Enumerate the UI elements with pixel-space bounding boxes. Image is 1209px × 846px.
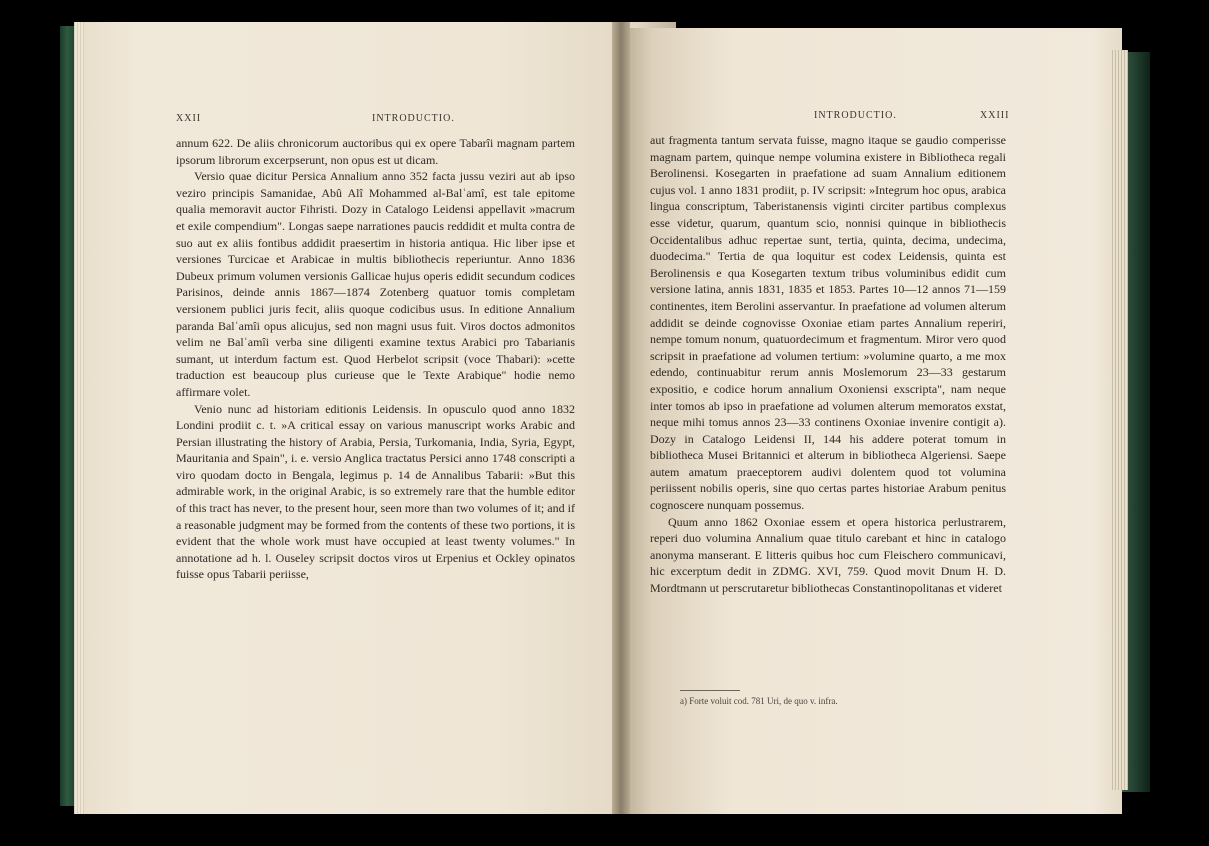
left-page-number: XXII <box>176 113 202 124</box>
left-paragraph-2: Versio quae dicitur Persica Annalium anno 352 facta jussu veziri aut ab ipso veziro principis Samanidae, Abû Alî Mohammed al-Balʿamî, est tale epitome qualia memoravit auctor Fihristi. Dozy in Catalogo Leidensi appellavit »macrum et exile compendium". Longas saepe narrationes paucis reddidit et multa contra de suo aut ex aliis fontibus addidit praesertim in historia antiqua. Hic liber ipse et versiones Turcicae et Arabicae in multis bibliothecis reperiuntur. Anno 1836 Dubeux primum volumen versionis Gallicae hujus operis edidit secundum codices Parisinos, deinde annis 1867—1874 Zotenberg quatuor tomis completam versionem publici juris fecit, aliis quoque codicibus usus. In editione Annalium paranda Balʿamîi opus alicujus, sed non magni usus fuit. Viros doctos admonitos velim ne Balʿamîi verba sine diligenti examine textus Arabici pro Tabarianis sumant, ut interdum factum est. Quod Herbelot scripsit (voce Thabari): »cette traduction est beaucoup plus curieuse que le Texte Arabique" hodie nemo affirmare volet. <box>176 169 575 399</box>
book-gutter <box>612 22 630 814</box>
right-running-head: INTRODUCTIO. <box>814 110 897 121</box>
right-page-number: XXIII <box>980 110 1010 121</box>
right-paragraph-2: Quum anno 1862 Oxoniae essem et opera historica perlustrarem, reperi duo volumina Annalium quae titulo carebant et hinc in catalogo anonyma manserant. E litteris quibus hoc cum Fleischero communicavi, hic excerptum dedit in ZDMG. XVI, 759. Quod movit Dnum H. D. Mordtmann ut perscrutaretur bibliothecas Constantinopolitanas et videret <box>650 514 1006 596</box>
page-edges-right <box>1112 50 1128 790</box>
left-running-head: INTRODUCTIO. <box>372 113 455 124</box>
footnote: a) Forte voluit cod. 781 Uri, de quo v. infra. <box>680 696 838 706</box>
right-paragraph-1: aut fragmenta tantum servata fuisse, magno itaque se gaudio comperisse magnam partem, quinque nempe volumina existere in Bibliotheca regali Berolinensi. Kosegarten in praefatione ad suam Annalium editionem cujus vol. 1 anno 1831 prodiit, p. IV scripsit: »Integrum hoc opus, arabica lingua conscriptum, Taberistanensis viginti circiter partibus complexus esse videtur, quarum, quantum scio, nonnisi quinque in bibliothecis Occidentalibus adhuc repertae sunt, tertia, quinta, decima, undecima, duodecima." Tertia de qua loquitur est codex Leidensis, quinta est Berolinensis e qua Kosegarten textum tribus voluminibus edidit cum versione latina, annis 1831, 1835 et 1853. Partes 10—12 annos 71—159 continentes, item Berolini asservantur. In praefatione ad volumen alterum addidit se deinde cognovisse Oxoniae etiam partes Annalium reperiri, nempe tomum nonum, quatuordecimum et fragmentum. Miror vero quod scripsit in praefatione ad volumen tertium: »volumine quarto, a me mox edendo, continuabitur rerum annis Moslemorum 23—33 gestarum expositio, e codice horum annalium Oxoniensi exscripta", nam neque inter tomos ab ipso in praefatione ad volumen alterum memoratos exstat, neque mihi tomus annos 23—33 continens Oxoniae invenire contigit a). Dozy in Catalogo Leidensi II, 144 his addere poterat tomum in bibliotheca Musei Britannici et alterum in bibliotheca Algeriensi. Saepe autem amatum praeceptorem audivi dolentem quod tot volumina periissent nobilis operis, sine quo certas partes historiae Arabum penitus cognoscere nunquam possemus. <box>650 133 1006 513</box>
left-paragraph-3: Venio nunc ad historiam editionis Leidensis. In opusculo quod anno 1832 Londini prodiit c. t. »A critical essay on various manuscript works Arabic and Persian illustrating the history of Arabia, Persia, Turkomania, India, Syria, Egypt, Mauritania and Spain", i. e. versio Anglica tractatus Persici anno 1748 conscripti a viro quodam docto in Bengala, legimus p. 14 de Annalibus Tabarii: »But this admirable work, in the original Arabic, is so extremely rare that the humble editor of this tract has never, to the present hour, seen more than two volumes of it; and if a reasonable judgment may be formed from the contents of these two portions, it is evident that the whole work must have occupied at least twenty volumes." In annotatione ad h. l. Ouseley scripsit doctos viros ut Erpenius et Ockley opinatos fuisse opus Tabarii periisse, <box>176 401 575 582</box>
footnote-rule <box>680 690 740 691</box>
left-paragraph-1: annum 622. De aliis chronicorum auctoribus qui ex opere Tabarîi magnam partem ipsorum librorum excerpserunt, non opus est ut dicam. <box>176 136 575 167</box>
page-edges-left <box>74 22 84 814</box>
right-text-block <box>650 132 1006 597</box>
left-text-block <box>176 135 575 583</box>
